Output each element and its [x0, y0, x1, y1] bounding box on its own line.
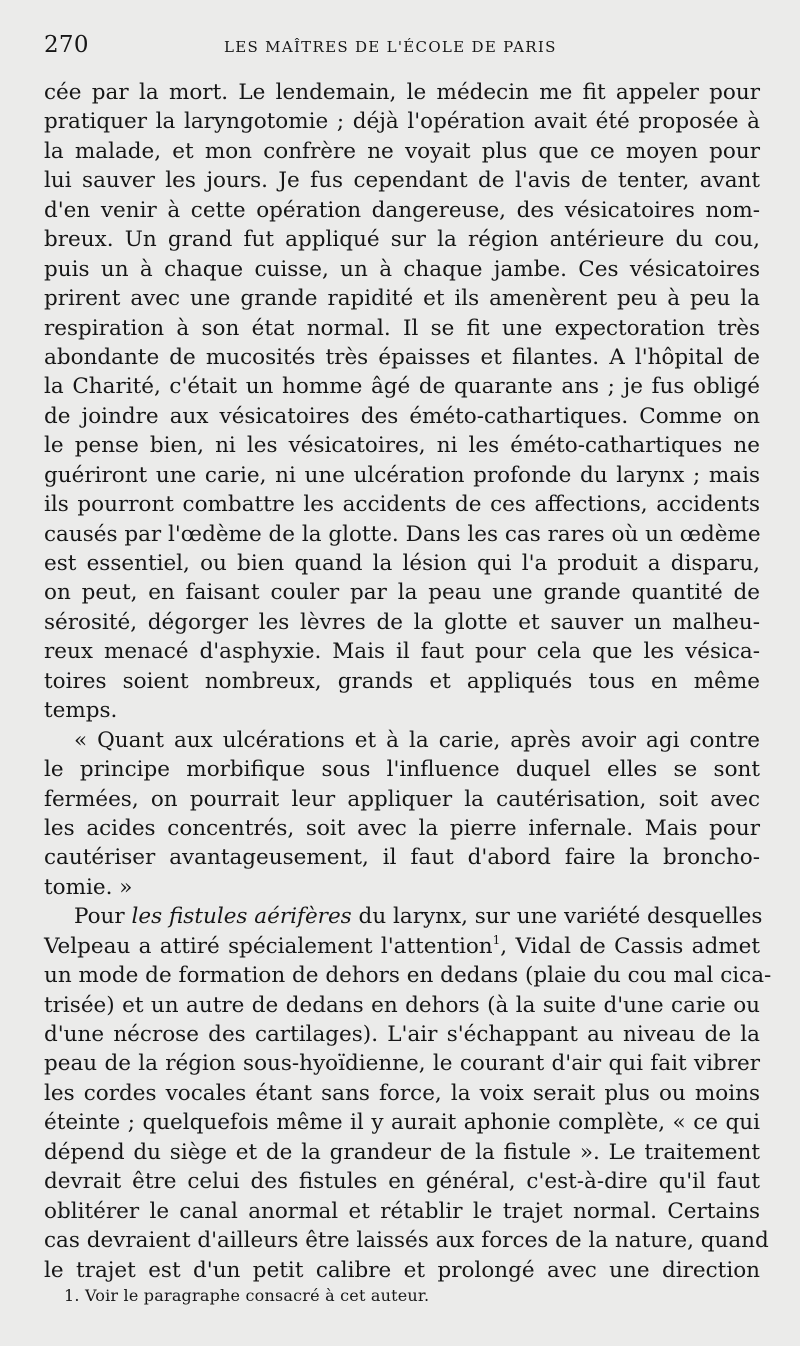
text-line: un mode de formation de dehors en dedans (plaie du cou mal cica- — [44, 963, 772, 989]
text-line: fermées, on pourrait leur appliquer la cautérisation, soit avec — [44, 786, 760, 812]
paragraph-first-line — [44, 902, 763, 931]
text-run: du larynx, sur une variété desquelles — [351, 904, 763, 930]
text-line: abondante de mucosités très épaisses et filantes. A l'hôpital de — [44, 344, 760, 370]
text-line: devrait être celui des fistules en général, c'est-à-dire qu'il faut — [44, 1169, 760, 1195]
text-line: est essentiel, ou bien quand la lésion qui l'a produit a disparu, — [44, 551, 760, 576]
text-line: le trajet est d'un petit calibre et prolongé avec une direction — [44, 1257, 760, 1283]
text-line — [44, 932, 760, 961]
footnote-marker: 1 — [492, 932, 501, 947]
page-header — [44, 30, 760, 60]
text-line: d'une nécrose des cartilages). L'air s'échappant au niveau de la — [44, 1022, 760, 1047]
text-line: les cordes vocales étant sans force, la voix serait plus ou moins — [44, 1080, 760, 1106]
text-line: reux menacé d'asphyxie. Mais il faut pour cela que les vésica- — [44, 639, 760, 665]
text-line: oblitérer le canal anormal et rétablir le trajet normal. Certains — [44, 1198, 760, 1224]
text-line: breux. Un grand fut appliqué sur la région antérieure du cou, — [44, 227, 760, 253]
text-line: la malade, et mon confrère ne voyait plus que ce moyen pour — [44, 138, 760, 164]
text-line: ils pourront combattre les accidents de ces affections, accidents — [44, 492, 760, 518]
text-line: la Charité, c'était un homme âgé de quarante ans ; je fus obligé — [44, 374, 760, 400]
text-line: peau de la région sous-hyoïdienne, le courant d'air qui fait vibrer — [44, 1051, 760, 1077]
text-line: guériront une carie, ni une ulcération profonde du larynx ; mais — [44, 462, 760, 488]
text-line: respiration à son état normal. Il se fit une expectoration très — [44, 315, 760, 341]
text-line: cautériser avantageusement, il faut d'abord faire la broncho- — [44, 845, 760, 871]
text-run: Velpeau a attiré spécialement l'attention — [44, 933, 493, 959]
text-line: trisée) et un autre de dedans en dehors (à la suite d'une carie ou — [44, 992, 760, 1018]
text-line: de joindre aux vésicatoires des éméto-cathartiques. Comme on — [44, 403, 760, 429]
text-line: dépend du siège et de la grandeur de la fistule ». Le traitement — [44, 1139, 760, 1165]
text-line: le principe morbifique sous l'influence duquel elles se sont — [44, 757, 760, 783]
text-line: on peut, en faisant couler par la peau une grande quantité de — [44, 580, 760, 606]
italic-term: les fistules aérifères — [131, 904, 352, 930]
footnote: 1. Voir le paragraphe consacré à cet auteur. — [64, 1286, 430, 1305]
text-line: lui sauver les jours. Je fus cependant de l'avis de tenter, avant — [44, 168, 760, 194]
text-run: Pour — [74, 904, 132, 930]
text-line: puis un à chaque cuisse, un à chaque jambe. Ces vésicatoires — [44, 256, 760, 282]
text-line: temps. — [44, 698, 118, 724]
text-line: cée par la mort. Le lendemain, le médecin me fit appeler pour — [44, 80, 760, 105]
text-line: les acides concentrés, soit avec la pierre infernale. Mais pour — [44, 815, 760, 841]
running-title: LES MAÎTRES DE L'ÉCOLE DE PARIS — [224, 38, 557, 56]
text-run: , Vidal de Cassis admet — [500, 933, 761, 959]
text-line: prirent avec une grande rapidité et ils amenèrent peu à peu la — [44, 286, 760, 312]
text-line: éteinte ; quelquefois même il y aurait aphonie complète, « ce qui — [44, 1110, 760, 1136]
text-line: toires soient nombreux, grands et appliqués tous en même — [44, 668, 760, 694]
page-number: 270 — [44, 32, 89, 58]
text-line: pratiquer la laryngotomie ; déjà l'opération avait été proposée à — [44, 109, 760, 135]
text-line: sérosité, dégorger les lèvres de la glotte et sauver un malheu- — [44, 609, 760, 635]
body-text — [44, 78, 772, 1285]
text-line: le pense bien, ni les vésicatoires, ni les éméto-cathartiques ne — [44, 433, 760, 459]
text-line: tomie. » — [44, 874, 133, 900]
text-line: d'en venir à cette opération dangereuse, des vésicatoires nom- — [44, 197, 760, 223]
text-line: cas devraient d'ailleurs être laissés aux forces de la nature, quand — [44, 1228, 769, 1254]
text-line: causés par l'œdème de la glotte. Dans les cas rares où un œdème — [44, 521, 761, 547]
quote-line: « Quant aux ulcérations et à la carie, après avoir agi contre — [74, 727, 760, 753]
